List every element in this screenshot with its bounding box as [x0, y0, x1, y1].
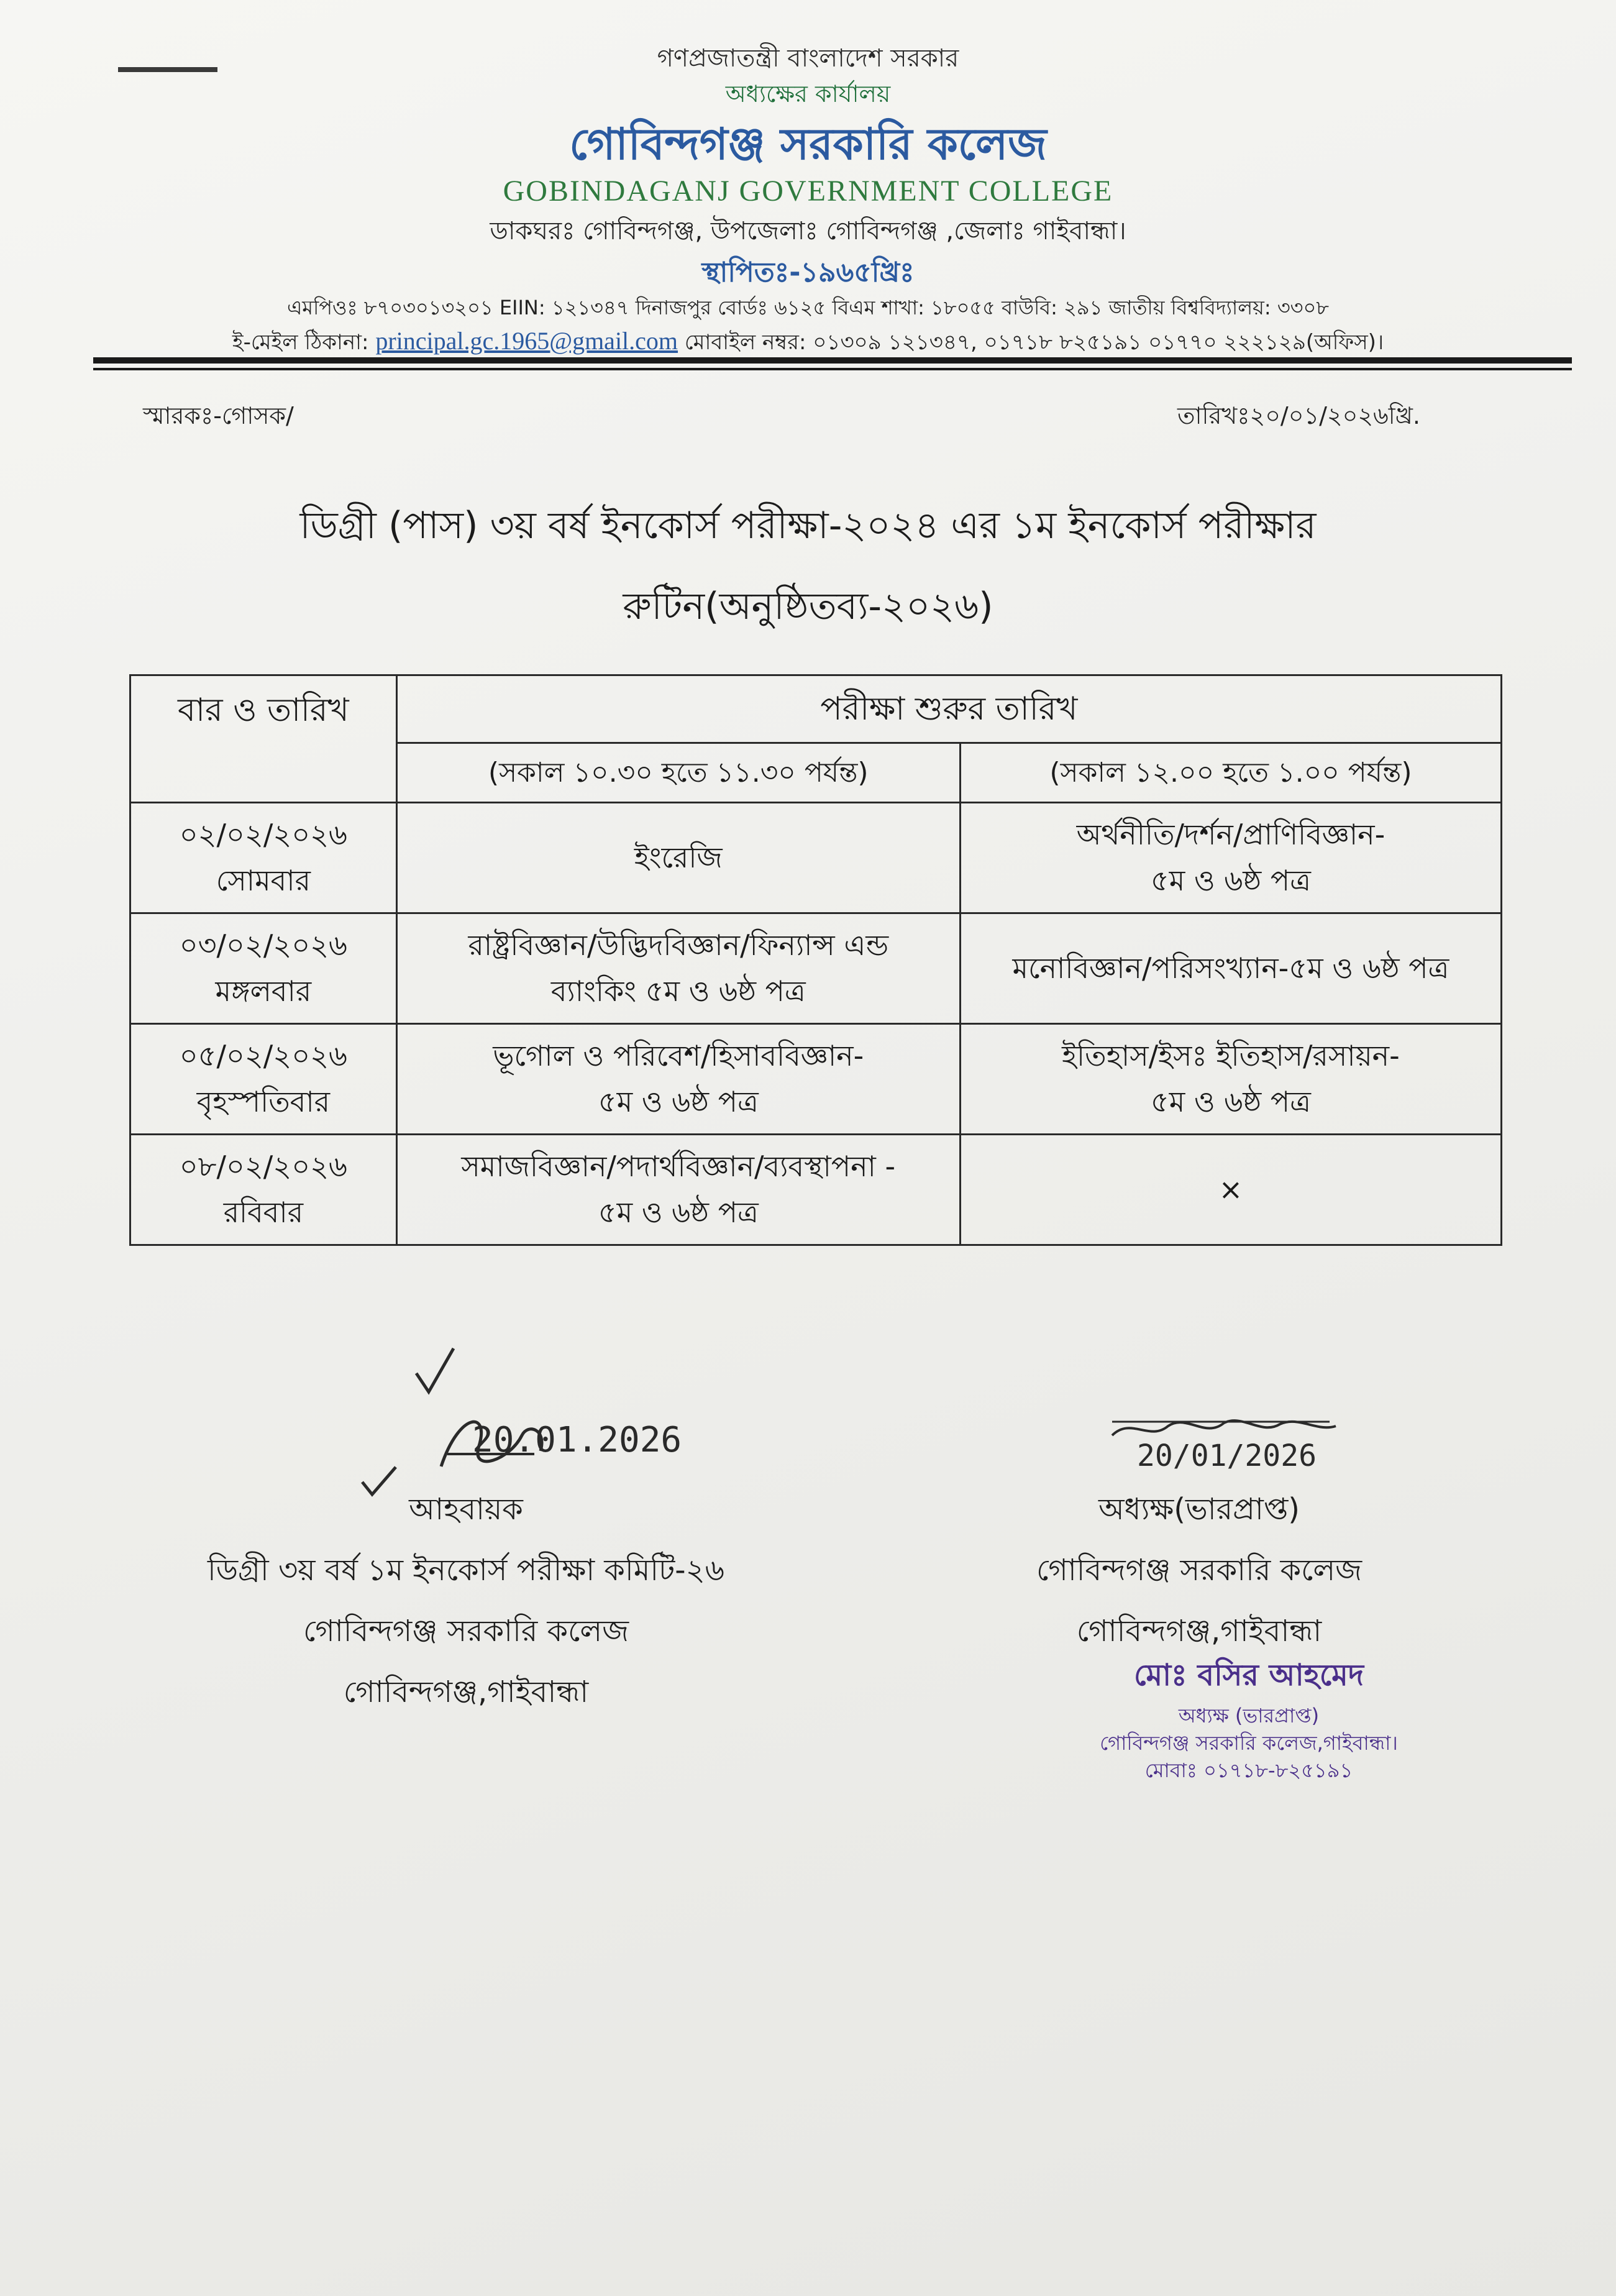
row-slot-2-cross: × [1218, 1172, 1243, 1206]
row-date-cell [130, 803, 397, 913]
stamp-role: অধ্যক্ষ (ভারপ্রাপ্ত) [1178, 1704, 1320, 1727]
row-day: সোমবার [216, 863, 311, 897]
row-slot-1-line-1: ইংরেজি [634, 840, 723, 874]
title-line-2: রুটিন(অনুষ্ঠিতব্য-২০২৬) [623, 585, 993, 628]
row-slot-2-line-2: ৫ম ও ৬ষ্ঠ পত্র [1150, 1084, 1311, 1118]
row-slot-1-cell [396, 1135, 960, 1245]
convener-role: আহবায়ক [409, 1492, 523, 1527]
row-day: মঙ্গলবার [215, 974, 312, 1008]
government-line: গণপ্রজাতন্ত্রী বাংলাদেশ সরকার [657, 44, 959, 73]
table-header-row [130, 675, 1502, 743]
row-slot-1-line-1: ভূগোল ও পরিবেশ/হিসাববিজ্ঞান- [493, 1038, 864, 1073]
left-signature-date: 20.01.2026 [472, 1420, 682, 1460]
row-slot-2-line-1: মনোবিজ্ঞান/পরিসংখ্যান-৫ম ও ৬ষ্ঠ পত্র [1012, 951, 1449, 985]
college-name-english: GOBINDAGANJ GOVERNMENT COLLEGE [503, 175, 1113, 208]
right-signature-block [957, 1479, 1441, 1662]
table-row [130, 1024, 1502, 1135]
row-date: ০৫/০২/২০২৬ [179, 1038, 347, 1073]
header-slot-1: (সকাল ১০.৩০ হতে ১১.৩০ পর্যন্ত) [396, 743, 960, 803]
principal-role: অধ্যক্ষ(ভারপ্রাপ্ত) [1098, 1492, 1300, 1527]
row-slot-1-line-2: ৫ম ও ৬ষ্ঠ পত্র [598, 1195, 759, 1229]
document-date: তারিখঃ২০/০১/২০২৬খ্রি. [1177, 402, 1420, 429]
phone-numbers: মোবাইল নম্বর: ০১৩০৯ ১২১৩৪৭, ০১৭১৮ ৮২৫১৯১ ০১৭৭০ ২২২১২৯(অফিস)। [684, 330, 1384, 355]
committee-name: ডিগ্রী ৩য় বর্ষ ১ম ইনকোর্স পরীক্ষা কমিটি-২৬ [208, 1553, 724, 1588]
stamp-phone: মোবাঃ ০১৭১৮-৮২৫১৯১ [1144, 1759, 1353, 1782]
table-row [130, 803, 1502, 913]
right-college-name: গোবিন্দগঞ্জ সরকারি কলেজ [1036, 1553, 1363, 1588]
office-line: অধ্যক্ষের কার্যালয় [725, 80, 891, 107]
left-handwritten-signature [404, 1336, 727, 1485]
row-date-cell [130, 1135, 397, 1245]
stamp-name: মোঃ বসির আহমেদ [1134, 1658, 1364, 1693]
memo-number: স্মারকঃ-গোসক/ [143, 402, 294, 429]
row-slot-2-line-1: অর্থনীতি/দর্শন/প্রাণিবিজ্ঞান- [1076, 818, 1385, 852]
row-slot-1-cell [396, 803, 960, 913]
title-line-1: ডিগ্রী (পাস) ৩য় বর্ষ ইনকোর্স পরীক্ষা-২০২৪ এর ১ম ইনকোর্স পরীক্ষার [299, 504, 1317, 547]
established-year: স্থাপিতঃ-১৯৬৫খ্রিঃ [701, 257, 915, 288]
stamp-college: গোবিন্দগঞ্জ সরকারি কলেজ,গাইবান্ধা। [1100, 1731, 1398, 1755]
row-date: ০২/০২/২০২৬ [179, 818, 347, 852]
principal-stamp [1031, 1653, 1466, 1784]
row-date-cell [130, 1024, 397, 1135]
row-date-cell [130, 913, 397, 1024]
header-exam-column: পরীক্ষা শুরুর তারিখ [396, 675, 1501, 743]
row-slot-2-cell [960, 803, 1501, 913]
row-slot-1-line-1: সমাজবিজ্ঞান/পদার্থবিজ্ঞান/ব্যবস্থাপনা - [461, 1149, 896, 1183]
right-college-place: গোবিন্দগঞ্জ,গাইবান্ধা [1076, 1614, 1322, 1649]
row-slot-1-line-2: ৫ম ও ৬ষ্ঠ পত্র [598, 1084, 759, 1118]
table-row [130, 1135, 1502, 1245]
header-rule-thin [93, 368, 1572, 370]
left-college-name: গোবিন্দগঞ্জ সরকারি কলেজ [303, 1614, 629, 1649]
row-date: ০৩/০২/২০২৬ [179, 928, 347, 962]
institution-codes: এমপিওঃ ৮৭০৩০১৩২০১ EIIN: ১২১৩৪৭ দিনাজপুর বোর্ডঃ ৬১২৫ বিএম শাখা: ১৮০৫৫ বাউবি: ২৯১ জাতীয় বিশ্ববিদ্যালয়: ৩৩০৮ [286, 296, 1330, 319]
row-slot-1-cell [396, 1024, 960, 1135]
right-signature-date: 20/01/2026 [1137, 1438, 1317, 1473]
row-day: বৃহস্পতিবার [196, 1084, 331, 1118]
left-college-place: গোবিন্দগঞ্জ,গাইবান্ধা [343, 1675, 589, 1709]
contact-line [0, 326, 1616, 362]
row-slot-2-line-2: ৫ম ও ৬ষ্ঠ পত্র [1150, 863, 1311, 897]
college-name-bangla: গোবিন্দগঞ্জ সরকারি কলেজ [569, 119, 1047, 170]
row-slot-1-line-2: ব্যাংকিং ৫ম ও ৬ষ্ঠ পত্র [550, 974, 806, 1008]
email-label: ই-মেইল ঠিকানা: [232, 330, 369, 355]
college-address: ডাকঘরঃ গোবিন্দগঞ্জ, উপজেলাঃ গোবিন্দগঞ্জ ,জেলাঃ গাইবান্ধা। [490, 217, 1126, 245]
table-row [130, 913, 1502, 1024]
row-slot-2-cell [960, 913, 1501, 1024]
row-day: রবিবার [223, 1195, 303, 1229]
row-slot-2-cell [960, 1024, 1501, 1135]
left-signature-block [155, 1479, 777, 1722]
header-date-column: বার ও তারিখ [130, 675, 397, 803]
row-slot-1-line-1: রাষ্ট্রবিজ্ঞান/উদ্ভিদবিজ্ঞান/ফিন্যান্স এন্ড [468, 928, 889, 962]
row-slot-1-cell [396, 913, 960, 1024]
row-date: ০৮/০২/২০২৬ [179, 1149, 347, 1183]
email-link[interactable]: principal.gc.1965@gmail.com [375, 327, 678, 355]
row-slot-2-line-1: ইতিহাস/ইসঃ ইতিহাস/রসায়ন- [1062, 1038, 1400, 1073]
header-slot-2: (সকাল ১২.০০ হতে ১.০০ পর্যন্ত) [960, 743, 1501, 803]
exam-routine-table [129, 674, 1502, 1246]
row-slot-2-cell [960, 1135, 1501, 1245]
header-rule-thick [93, 357, 1572, 364]
